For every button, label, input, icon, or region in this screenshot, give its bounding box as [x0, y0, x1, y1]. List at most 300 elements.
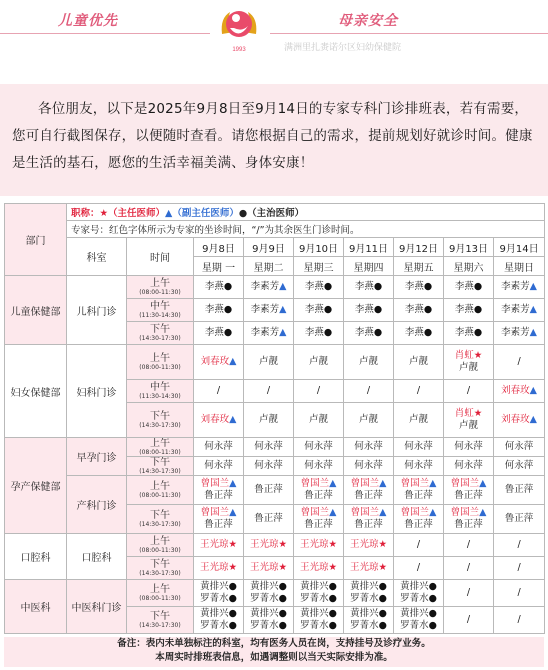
schedule-cell	[494, 557, 545, 580]
doctor-name: 王光琼★	[199, 562, 238, 573]
doctor-name: 曾国兰▲	[350, 478, 387, 489]
schedule-cell	[194, 380, 244, 403]
schedule-cell	[344, 476, 394, 505]
doctor-name: 王光琼★	[349, 562, 388, 573]
period-am: 上午 (08:00-11:30)	[127, 345, 194, 380]
doctor-name: 卢靓	[258, 356, 278, 367]
doctor-name: 王光琼★	[199, 539, 238, 550]
schedule-cell	[344, 322, 394, 345]
schedule-cell	[244, 322, 294, 345]
doctor-name: 曾国兰▲	[400, 507, 437, 518]
doctor-name: 鲁正萍	[504, 513, 534, 524]
triangle-icon: ▲	[529, 281, 537, 292]
doctor-name: 鲁正萍	[454, 490, 483, 501]
schedule-cell	[394, 276, 444, 299]
dot-icon: ●	[323, 327, 333, 338]
weekday-header: 星期 一	[194, 257, 244, 276]
schedule-cell	[194, 345, 244, 380]
doctor-name: 王光琼★	[249, 539, 288, 550]
doctor-name: 黄排兴●	[400, 581, 437, 592]
period-am: 上午 (08:00-11:30)	[127, 534, 194, 557]
doctor-name: 罗菁水●	[250, 593, 287, 604]
doctor-name: 李燕●	[454, 327, 483, 338]
doctor-name: 卢靓	[458, 420, 478, 431]
weekday-header: 星期六	[444, 257, 494, 276]
clinic-dental: 口腔科	[67, 534, 127, 580]
doctor-name: /	[466, 562, 471, 573]
schedule-cell	[494, 505, 545, 534]
triangle-icon: ▲	[329, 478, 337, 489]
header-banner	[0, 0, 548, 84]
doctor-name: 卢靓	[258, 414, 278, 425]
schedule-cell	[394, 607, 444, 634]
schedule-cell	[294, 299, 344, 322]
schedule-cell	[344, 557, 394, 580]
schedule-cell	[294, 607, 344, 634]
doctor-name: 李燕●	[354, 304, 383, 315]
dot-icon: ●	[378, 581, 387, 592]
period-am: 上午 (08:00-11:30)	[127, 580, 194, 607]
schedule-cell	[194, 607, 244, 634]
clinic-tcm: 中医科门诊	[67, 580, 127, 634]
schedule-cell	[444, 380, 494, 403]
doctor-name: 鲁正萍	[204, 519, 233, 530]
doctor-name: 曾国兰▲	[350, 507, 387, 518]
doctor-name: 李燕●	[454, 281, 483, 292]
doctor-name: 鲁正萍	[354, 490, 383, 501]
doctor-name: 何永萍	[354, 460, 383, 471]
schedule-cell	[344, 276, 394, 299]
doctor-name: 何永萍	[504, 460, 534, 471]
doctor-name: 卢靓	[358, 356, 378, 367]
schedule-table	[4, 203, 545, 634]
schedule-cell	[244, 476, 294, 505]
weekday-header: 星期二	[244, 257, 294, 276]
doctor-name: 肖虹★	[454, 350, 483, 361]
doctor-name: 李燕●	[354, 327, 383, 338]
triangle-icon: ▲	[429, 507, 437, 518]
schedule-cell	[394, 438, 444, 457]
triangle-icon: ▲	[379, 507, 387, 518]
schedule-cell	[194, 322, 244, 345]
schedule-cell	[394, 580, 444, 607]
dot-icon: ●	[323, 304, 333, 315]
doctor-name: 鲁正萍	[304, 519, 333, 530]
clinic-header: 科室	[67, 238, 127, 276]
doctor-name: 何永萍	[454, 460, 483, 471]
doctor-name: 卢靓	[408, 414, 428, 425]
schedule-cell	[244, 457, 294, 476]
schedule-cell	[344, 380, 394, 403]
schedule-cell	[444, 580, 494, 607]
schedule-cell	[344, 299, 394, 322]
weekday-header: 星期日	[494, 257, 545, 276]
doctor-name: 何永萍	[404, 441, 433, 452]
schedule-cell	[444, 438, 494, 457]
doctor-name: 何永萍	[254, 460, 283, 471]
period-pm: 下午 (14:30-17:30)	[127, 505, 194, 534]
dept-maternal: 孕产保健部	[5, 438, 67, 534]
doctor-name: 黄排兴●	[200, 608, 237, 619]
schedule-table-container	[4, 203, 544, 667]
dot-icon: ●	[473, 281, 483, 292]
dot-icon: ●	[428, 608, 437, 619]
doctor-name: /	[466, 539, 471, 550]
dot-icon: ●	[278, 593, 287, 604]
date-header: 9月8日	[194, 238, 244, 257]
schedule-cell	[244, 299, 294, 322]
doctor-name: 李燕●	[404, 304, 433, 315]
schedule-cell	[494, 607, 545, 634]
schedule-cell	[244, 534, 294, 557]
schedule-cell	[494, 276, 545, 299]
schedule-cell	[294, 580, 344, 607]
schedule-cell	[494, 403, 545, 438]
doctor-name: 李素芳▲	[501, 281, 537, 292]
schedule-cell	[394, 380, 444, 403]
doctor-name: 卢靓	[408, 356, 428, 367]
dot-icon: ●	[328, 593, 337, 604]
dot-icon: ●	[223, 327, 233, 338]
weekday-header: 星期三	[294, 257, 344, 276]
schedule-cell	[294, 438, 344, 457]
triangle-icon: ▲	[479, 478, 487, 489]
schedule-cell	[494, 345, 545, 380]
schedule-cell	[394, 299, 444, 322]
doctor-name: 罗菁水●	[300, 620, 337, 631]
triangle-icon: ▲	[529, 327, 537, 338]
watermark-text: 满洲里扎赉诺尔区妇幼保健院	[284, 43, 402, 53]
schedule-cell	[394, 476, 444, 505]
doctor-name: 李素芳▲	[501, 304, 537, 315]
doctor-name: 李燕●	[304, 327, 333, 338]
doctor-name: 鲁正萍	[254, 484, 283, 495]
doctor-name: 何永萍	[304, 460, 333, 471]
dot-icon: ●	[473, 304, 483, 315]
date-header: 9月10日	[294, 238, 344, 257]
triangle-icon: ▲	[229, 478, 237, 489]
dot-icon: ●	[423, 304, 433, 315]
date-header: 9月14日	[494, 238, 545, 257]
star-icon: ★	[473, 350, 483, 361]
clinic-obstetric: 产科门诊	[67, 476, 127, 534]
dot-icon: ●	[223, 304, 233, 315]
star-icon: ★	[328, 562, 338, 573]
doctor-name: 鲁正萍	[254, 513, 283, 524]
doctor-name: 李素芳▲	[250, 304, 287, 315]
schedule-cell	[444, 299, 494, 322]
triangle-icon: ▲	[279, 281, 287, 292]
doctor-name: 李燕●	[354, 281, 383, 292]
doctor-name: 黄排兴●	[250, 581, 287, 592]
doctor-name: 罗菁水●	[400, 620, 437, 631]
triangle-icon: ▲	[529, 414, 537, 425]
doctor-name: 李燕●	[404, 281, 433, 292]
doctor-name: 卢靓	[458, 362, 478, 373]
time-header: 时间	[127, 238, 194, 276]
schedule-cell	[294, 403, 344, 438]
schedule-cell	[244, 276, 294, 299]
schedule-cell	[194, 534, 244, 557]
left-slogan: 儿童优先	[58, 14, 118, 29]
doctor-name: /	[416, 562, 421, 573]
doctor-name: 何永萍	[254, 441, 283, 452]
triangle-icon: ▲	[279, 304, 287, 315]
triangle-icon: ▲	[229, 356, 237, 367]
doctor-name: /	[517, 614, 521, 625]
dot-icon: ●	[228, 620, 237, 631]
schedule-cell	[394, 345, 444, 380]
dot-icon: ●	[378, 593, 387, 604]
expert-hint: 专家号：红色字体所示为专家的坐诊时间，“/”为其余医生门诊时间。	[67, 221, 545, 238]
dot-icon: ●	[223, 281, 233, 292]
schedule-cell	[494, 438, 545, 457]
doctor-name: 黄排兴●	[300, 581, 337, 592]
doctor-name: 黄排兴●	[400, 608, 437, 619]
schedule-cell	[394, 322, 444, 345]
schedule-cell	[494, 476, 545, 505]
period-am: 上午 (08:00-11:30)	[127, 476, 194, 505]
schedule-cell	[494, 580, 545, 607]
triangle-icon: ▲	[229, 414, 237, 425]
right-slogan: 母亲安全	[338, 14, 398, 29]
schedule-cell	[294, 380, 344, 403]
star-icon: ★	[328, 539, 338, 550]
schedule-cell	[294, 505, 344, 534]
schedule-cell	[244, 345, 294, 380]
schedule-cell	[344, 580, 394, 607]
doctor-name: 鲁正萍	[404, 519, 433, 530]
doctor-name: 曾国兰▲	[450, 507, 487, 518]
doctor-name: 卢靓	[308, 414, 328, 425]
period-pm: 下午 (14:30-17:30)	[127, 403, 194, 438]
footnote	[4, 637, 544, 667]
period-pm: 下午 (14:30-17:30)	[127, 557, 194, 580]
doctor-name: 曾国兰▲	[200, 478, 237, 489]
doctor-name: /	[366, 385, 371, 396]
weekday-header: 星期五	[394, 257, 444, 276]
doctor-name: 罗菁水●	[350, 593, 387, 604]
triangle-icon: ▲	[429, 478, 437, 489]
weekday-header: 星期四	[344, 257, 394, 276]
schedule-cell	[194, 299, 244, 322]
doctor-name: 罗菁水●	[300, 593, 337, 604]
schedule-cell	[344, 505, 394, 534]
schedule-cell	[394, 457, 444, 476]
schedule-cell	[294, 476, 344, 505]
doctor-name: 罗菁水●	[200, 620, 237, 631]
dept-tcm: 中医科	[5, 580, 67, 634]
doctor-name: 肖虹★	[454, 408, 483, 419]
schedule-cell	[344, 607, 394, 634]
dot-icon: ●	[423, 281, 433, 292]
schedule-cell	[344, 457, 394, 476]
doctor-name: 王光琼★	[349, 539, 388, 550]
hospital-logo	[214, 4, 264, 54]
doctor-name: 何永萍	[504, 441, 534, 452]
doctor-name: /	[466, 385, 471, 396]
doctor-name: 罗菁水●	[250, 620, 287, 631]
doctor-name: 鲁正萍	[354, 519, 383, 530]
period-noon: 中午 (11:30-14:30)	[127, 380, 194, 403]
schedule-cell	[244, 380, 294, 403]
dot-icon: ●	[328, 581, 337, 592]
doctor-name: 王光琼★	[249, 562, 288, 573]
schedule-cell	[394, 505, 444, 534]
schedule-cell	[294, 534, 344, 557]
period-am: 上午 (08:00-11:30)	[127, 276, 194, 299]
schedule-cell	[294, 322, 344, 345]
schedule-cell	[444, 505, 494, 534]
title-legend: 职称：★（主任医师）▲（副主任医师）●（主治医师）	[67, 204, 545, 221]
doctor-name: 罗菁水●	[200, 593, 237, 604]
triangle-icon: ▲	[379, 478, 387, 489]
dot-icon: ●	[228, 593, 237, 604]
doctor-name: 李燕●	[304, 304, 333, 315]
doctor-name: 鲁正萍	[304, 490, 333, 501]
doctor-name: 黄排兴●	[250, 608, 287, 619]
doctor-name: 李素芳▲	[250, 327, 287, 338]
triangle-icon: ▲	[529, 385, 537, 396]
dot-icon: ●	[378, 608, 387, 619]
triangle-icon: ▲	[479, 507, 487, 518]
footnote-line: 本周实时排班表信息，如遇调整则以当天实际安排为准。	[155, 652, 393, 663]
dot-icon: ●	[373, 327, 383, 338]
divider-line	[270, 33, 548, 34]
schedule-cell	[294, 457, 344, 476]
schedule-cell	[494, 534, 545, 557]
dot-icon: ●	[328, 608, 337, 619]
doctor-name: /	[316, 385, 321, 396]
footnote-line: 备注：表内未单独标注的科室，均有医务人员在岗，支持挂号及诊疗业务。	[117, 638, 431, 649]
period-pm: 下午 (14:30-17:30)	[127, 322, 194, 345]
schedule-cell	[244, 505, 294, 534]
doctor-name: /	[517, 562, 521, 573]
dot-icon: ●	[423, 327, 433, 338]
doctor-name: 罗菁水●	[350, 620, 387, 631]
doctor-name: 刘春玫▲	[200, 356, 237, 367]
schedule-cell	[444, 534, 494, 557]
schedule-cell	[194, 476, 244, 505]
doctor-name: 李素芳▲	[501, 327, 537, 338]
doctor-name: 曾国兰▲	[300, 507, 337, 518]
doctor-name: 鲁正萍	[504, 484, 534, 495]
triangle-icon: ▲	[329, 507, 337, 518]
schedule-cell	[444, 322, 494, 345]
clinic-prenatal: 早孕门诊	[67, 438, 127, 476]
doctor-name: 罗菁水●	[400, 593, 437, 604]
doctor-name: 李燕●	[404, 327, 433, 338]
doctor-name: 何永萍	[354, 441, 383, 452]
star-icon: ★	[228, 539, 238, 550]
schedule-cell	[444, 557, 494, 580]
triangle-icon: ▲	[279, 327, 287, 338]
clinic-gynecology: 妇科门诊	[67, 345, 127, 438]
schedule-cell	[294, 345, 344, 380]
doctor-name: /	[517, 587, 521, 598]
dot-icon: ●	[328, 620, 337, 631]
schedule-cell	[194, 276, 244, 299]
period-pm: 下午 (14:30-17:30)	[127, 457, 194, 476]
dot-icon: ●	[278, 608, 287, 619]
doctor-name: 李燕●	[454, 304, 483, 315]
schedule-cell	[494, 457, 545, 476]
star-icon: ★	[473, 408, 483, 419]
triangle-icon: ▲	[229, 507, 237, 518]
intro-paragraph: 各位朋友，以下是2025年9月8日至9月14日的专家专科门诊排班表，若有需要，您可自行截图保存，以便随时查看。请您根据自己的需求，提前规划好就诊时间。健康是生活的基石，愿您的生活幸福美满、身体安康！	[12, 101, 533, 171]
schedule-cell	[494, 322, 545, 345]
doctor-name: 黄排兴●	[350, 608, 387, 619]
dept-women: 妇女保健部	[5, 345, 67, 438]
dot-icon: ●	[228, 608, 237, 619]
intro-section	[0, 84, 548, 196]
dept-child: 儿童保健部	[5, 276, 67, 345]
doctor-name: /	[466, 614, 471, 625]
doctor-name: /	[266, 385, 271, 396]
doctor-name: 曾国兰▲	[300, 478, 337, 489]
schedule-cell	[194, 457, 244, 476]
doctor-name: 李素芳▲	[250, 281, 287, 292]
schedule-cell	[294, 276, 344, 299]
schedule-cell	[444, 476, 494, 505]
star-icon: ★	[278, 539, 288, 550]
doctor-name: 李燕●	[204, 327, 233, 338]
dot-icon: ●	[323, 281, 333, 292]
dept-dental: 口腔科	[5, 534, 67, 580]
doctor-name: 刘春玫▲	[501, 414, 537, 425]
doctor-name: 卢靓	[358, 414, 378, 425]
dot-icon: ●	[373, 281, 383, 292]
schedule-cell	[394, 557, 444, 580]
schedule-cell	[194, 438, 244, 457]
schedule-cell	[244, 607, 294, 634]
divider-line	[0, 33, 210, 34]
star-icon: ★	[278, 562, 288, 573]
date-header: 9月9日	[244, 238, 294, 257]
logo-year: 1993	[232, 47, 246, 53]
doctor-name: 李燕●	[304, 281, 333, 292]
dot-icon: ●	[428, 593, 437, 604]
doctor-name: 黄排兴●	[300, 608, 337, 619]
dot-icon: ●	[278, 620, 287, 631]
schedule-cell	[344, 438, 394, 457]
dot-icon: ●	[278, 581, 287, 592]
schedule-cell	[444, 607, 494, 634]
period-am: 上午 (08:00-11:30)	[127, 438, 194, 457]
doctor-name: /	[517, 539, 521, 550]
schedule-cell	[244, 403, 294, 438]
star-icon: ★	[378, 539, 388, 550]
doctor-name: 卢靓	[308, 356, 328, 367]
dot-icon: ●	[228, 581, 237, 592]
schedule-cell	[194, 580, 244, 607]
schedule-cell	[394, 403, 444, 438]
doctor-name: 何永萍	[204, 441, 233, 452]
schedule-cell	[194, 505, 244, 534]
schedule-cell	[194, 403, 244, 438]
doctor-name: 鲁正萍	[204, 490, 233, 501]
schedule-cell	[494, 380, 545, 403]
schedule-cell	[444, 276, 494, 299]
doctor-name: 曾国兰▲	[400, 478, 437, 489]
dot-icon: ●	[428, 620, 437, 631]
date-header: 9月13日	[444, 238, 494, 257]
doctor-name: /	[466, 587, 471, 598]
doctor-name: 刘春玫▲	[501, 385, 537, 396]
schedule-cell	[494, 299, 545, 322]
schedule-cell	[294, 557, 344, 580]
schedule-cell	[194, 557, 244, 580]
